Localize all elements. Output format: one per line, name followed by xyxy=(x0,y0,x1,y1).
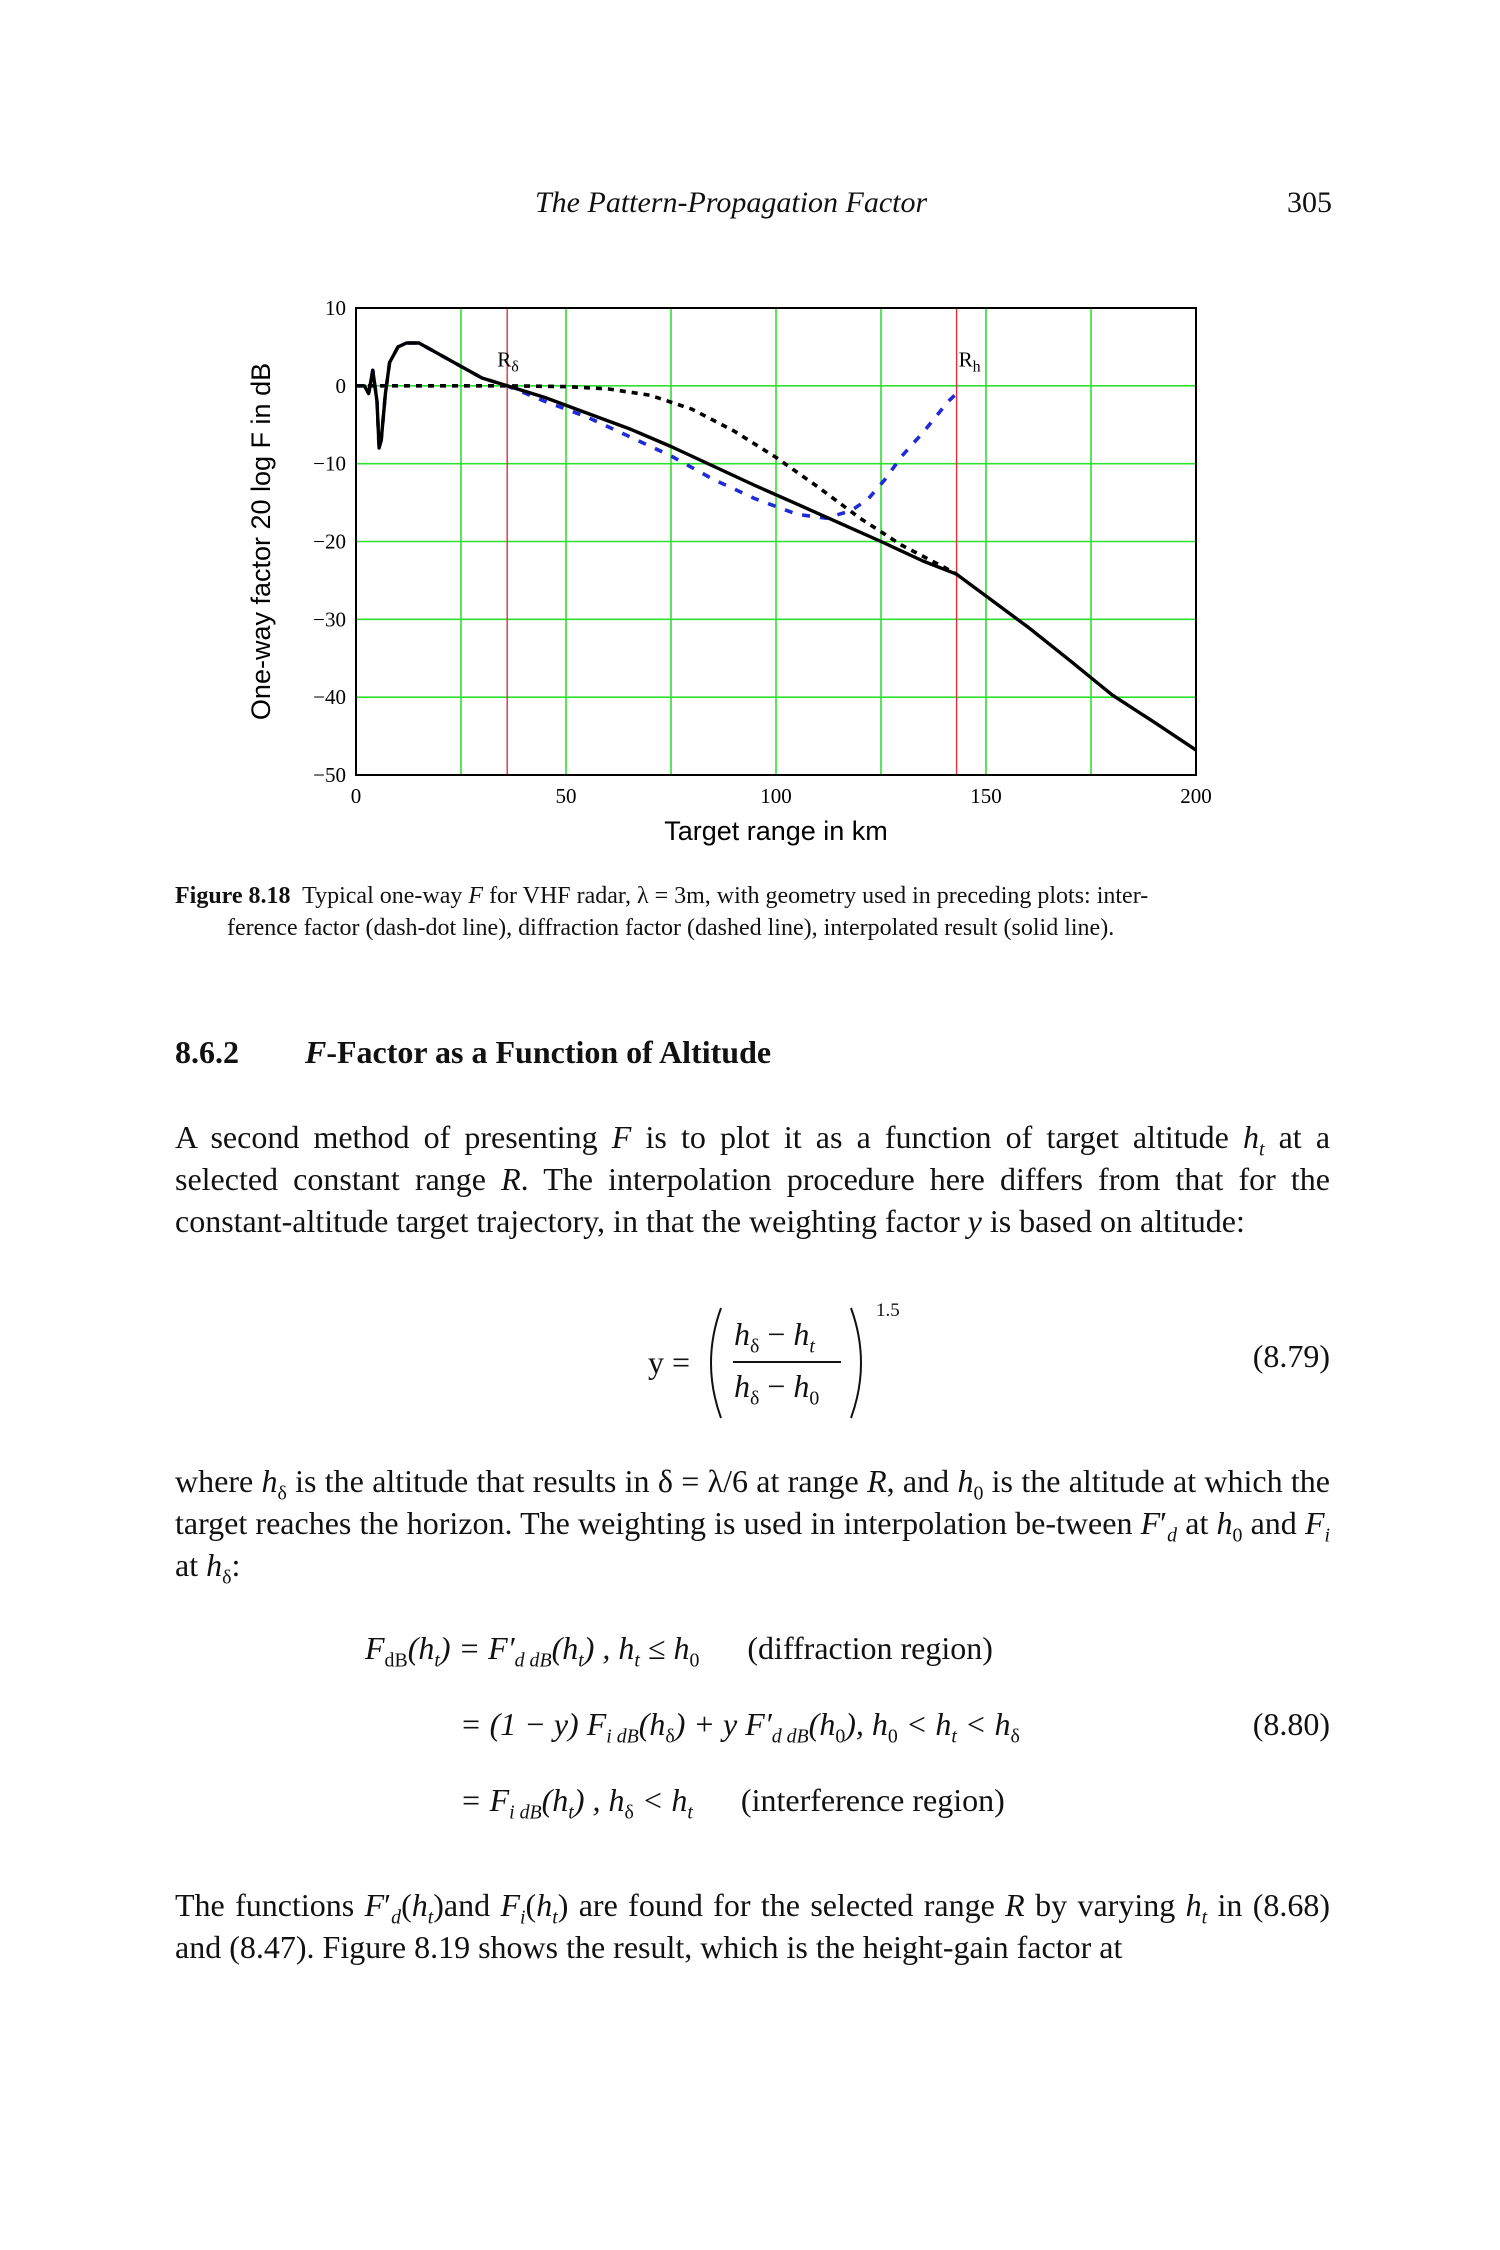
h: h xyxy=(734,1316,750,1352)
sub: t xyxy=(1201,1906,1208,1929)
x-tick-label: 50 xyxy=(555,784,577,808)
sub: δ xyxy=(277,1482,287,1505)
caption-F: F xyxy=(468,883,484,909)
sub: δ xyxy=(750,1335,760,1358)
sub: t xyxy=(427,1906,434,1929)
sym: (h xyxy=(407,1630,435,1666)
eq79-exponent: 1.5 xyxy=(876,1300,900,1321)
text: is the altitude that results in δ = λ/6 at range xyxy=(286,1463,868,1499)
y-tick-label: −20 xyxy=(313,529,346,554)
x-tick-label: 0 xyxy=(350,784,362,808)
sub: 0 xyxy=(1232,1524,1243,1547)
prime: ′ xyxy=(384,1887,392,1923)
paragraph-3 xyxy=(175,1884,1330,1968)
y-tick-label: 10 xyxy=(325,296,346,320)
range-marker-subscript: h xyxy=(972,358,981,376)
sym: = (1 − y) F xyxy=(460,1706,607,1742)
var-h: h xyxy=(957,1463,974,1499)
sub: dB xyxy=(384,1649,408,1672)
minus: − xyxy=(759,1368,794,1404)
eq80-line-3 xyxy=(460,1782,1005,1824)
var-h: h xyxy=(1242,1119,1259,1155)
sym: (h xyxy=(808,1706,836,1742)
sub: δ xyxy=(750,1387,760,1410)
var-R: R xyxy=(867,1463,887,1499)
sub: 0 xyxy=(887,1725,898,1748)
tick-labels xyxy=(313,296,1212,808)
sub: δ xyxy=(1010,1725,1020,1748)
caption-text-1: Typical one-way xyxy=(302,883,469,909)
sub: 0 xyxy=(835,1725,846,1748)
sym: (h xyxy=(551,1630,579,1666)
h: h xyxy=(793,1368,810,1404)
sym: ) , h xyxy=(583,1630,635,1666)
section-heading xyxy=(175,1034,771,1071)
sub: d dB xyxy=(514,1649,552,1672)
running-title: The Pattern-Propagation Factor xyxy=(535,186,928,219)
y-axis-label: One-way factor 20 log F in dB xyxy=(246,362,276,721)
eq80-line-2 xyxy=(460,1706,1020,1748)
sub: d xyxy=(391,1906,402,1929)
caption-text-3: ference factor (dash-dot line), diffraction factor (dashed line), interpolated result (solid line). xyxy=(227,915,1115,941)
text: is based on altitude: xyxy=(981,1203,1245,1239)
x-tick-label: 150 xyxy=(970,784,1002,808)
section-title: -Factor as a Function of Altitude xyxy=(326,1034,772,1070)
sub: δ xyxy=(222,1566,232,1589)
section-title-F: F xyxy=(305,1034,327,1070)
sub: t xyxy=(568,1801,574,1824)
sym: ) = F′ xyxy=(439,1630,515,1666)
var-F: F xyxy=(1140,1505,1161,1541)
sub: t xyxy=(634,1649,640,1672)
text: )and xyxy=(433,1887,501,1923)
sym: ≤ h xyxy=(639,1630,690,1666)
paragraph-1 xyxy=(175,1116,1330,1242)
eq79-denominator xyxy=(734,1368,820,1410)
paragraph-2 xyxy=(175,1460,1331,1589)
h: h xyxy=(793,1316,810,1352)
var-h: h xyxy=(206,1547,223,1583)
sub: δ xyxy=(624,1801,634,1824)
sub: t xyxy=(552,1906,558,1929)
sym: < h xyxy=(956,1706,1011,1742)
text: in (8.68) and (8.47). Figure 8.19 shows the result, which is the height-gain factor at xyxy=(175,1887,1331,1965)
region-note: (diffraction region) xyxy=(747,1630,993,1666)
caption-text-2: for VHF radar, λ = 3m, with geometry used in preceding plots: inter- xyxy=(483,883,1149,909)
x-tick-label: 200 xyxy=(1180,784,1212,808)
h: h xyxy=(734,1368,750,1404)
x-tick-label: 100 xyxy=(760,784,792,808)
series-dashed-line xyxy=(356,386,957,574)
y-tick-label: −40 xyxy=(313,685,346,710)
var-F: F xyxy=(364,1887,385,1923)
text: A second method of presenting xyxy=(175,1119,612,1155)
var-F: F xyxy=(500,1887,521,1923)
y-tick-label: −10 xyxy=(313,451,346,476)
sub: t xyxy=(434,1649,440,1672)
var-h: h xyxy=(1185,1887,1202,1923)
sub: 0 xyxy=(973,1482,984,1505)
x-axis-label: Target range in km xyxy=(664,816,888,846)
text: ( xyxy=(401,1887,412,1923)
eq80-line-1 xyxy=(365,1630,993,1672)
sub: i xyxy=(520,1906,526,1929)
prime: ′ xyxy=(1160,1505,1168,1541)
text: , and xyxy=(886,1463,958,1499)
text: ) are found for the selected range xyxy=(557,1887,1006,1923)
text: at a selected constant range xyxy=(175,1119,1331,1197)
text: . The interpolation procedure here differs from that for the constant-altitude target trajectory, in that the weighting factor xyxy=(175,1161,1330,1239)
text: is to plot it as a function of target altitude xyxy=(631,1119,1243,1155)
sub: t xyxy=(809,1335,815,1358)
var-R: R xyxy=(1005,1887,1025,1923)
region-note: (interference region) xyxy=(740,1782,1005,1818)
var-h: h xyxy=(536,1887,553,1923)
sym: < h xyxy=(897,1706,952,1742)
var-y: y xyxy=(967,1203,982,1239)
text: : xyxy=(231,1547,241,1583)
sub: t xyxy=(687,1801,693,1824)
sub: t xyxy=(578,1649,584,1672)
series-dash-dot-line xyxy=(356,343,957,518)
text: is the altitude at which the target reaches the horizon. The weighting is used in interpolation be-tween xyxy=(175,1463,1331,1541)
range-chart xyxy=(230,290,1250,860)
eq79-lhs: y = xyxy=(648,1344,691,1380)
y-tick-label: 0 xyxy=(335,373,346,398)
sym: ), h xyxy=(845,1706,888,1742)
text: by varying xyxy=(1024,1887,1186,1923)
y-tick-label: −50 xyxy=(313,763,346,787)
sub: δ xyxy=(665,1725,675,1748)
sub-t: t xyxy=(1258,1138,1265,1161)
section-number: 8.6.2 xyxy=(175,1034,239,1070)
text: at xyxy=(175,1547,207,1583)
equation-8-80 xyxy=(365,1630,1145,1830)
sub: d dB xyxy=(771,1725,809,1748)
caption-label: Figure 8.18 xyxy=(175,883,291,909)
sub: i dB xyxy=(606,1725,639,1748)
sub: t xyxy=(951,1725,957,1748)
sym: ) , h xyxy=(573,1782,625,1818)
range-marker-label: $R_\delta$ xyxy=(497,347,519,376)
y-tick-label: −30 xyxy=(313,607,346,632)
running-head xyxy=(0,186,1500,226)
text: ( xyxy=(525,1887,537,1923)
figure-caption xyxy=(175,880,1330,944)
sub: 0 xyxy=(689,1649,700,1672)
var-F: F xyxy=(1304,1505,1325,1541)
text: and xyxy=(1242,1505,1305,1541)
eq79-number: (8.79) xyxy=(1252,1338,1330,1374)
equation-8-79 xyxy=(648,1300,1048,1410)
sub: i xyxy=(1324,1524,1331,1547)
var-h: h xyxy=(1216,1505,1233,1541)
text: where xyxy=(175,1463,262,1499)
text: The functions xyxy=(175,1887,365,1923)
text: at xyxy=(1177,1505,1217,1541)
range-marker-subscript: δ xyxy=(511,358,519,376)
var-h: h xyxy=(261,1463,278,1499)
sym: < h xyxy=(633,1782,688,1818)
var-F: F xyxy=(611,1119,632,1155)
sym: = F xyxy=(460,1782,510,1818)
page-number: 305 xyxy=(1287,186,1332,219)
eq80-number: (8.80) xyxy=(1252,1706,1330,1742)
sub: i dB xyxy=(509,1801,542,1824)
sym: (h xyxy=(541,1782,569,1818)
sub: d xyxy=(1167,1524,1178,1547)
eq79-numerator xyxy=(734,1316,815,1358)
var-R: R xyxy=(501,1161,521,1197)
range-marker-label: $R_h$ xyxy=(958,347,981,376)
minus: − xyxy=(759,1316,794,1352)
var-h: h xyxy=(411,1887,428,1923)
figure-8-18 xyxy=(230,290,1250,860)
sym: (h xyxy=(638,1706,666,1742)
sym: F xyxy=(365,1630,385,1666)
sym: ) + y F′ xyxy=(674,1706,772,1742)
sub: 0 xyxy=(809,1387,820,1410)
